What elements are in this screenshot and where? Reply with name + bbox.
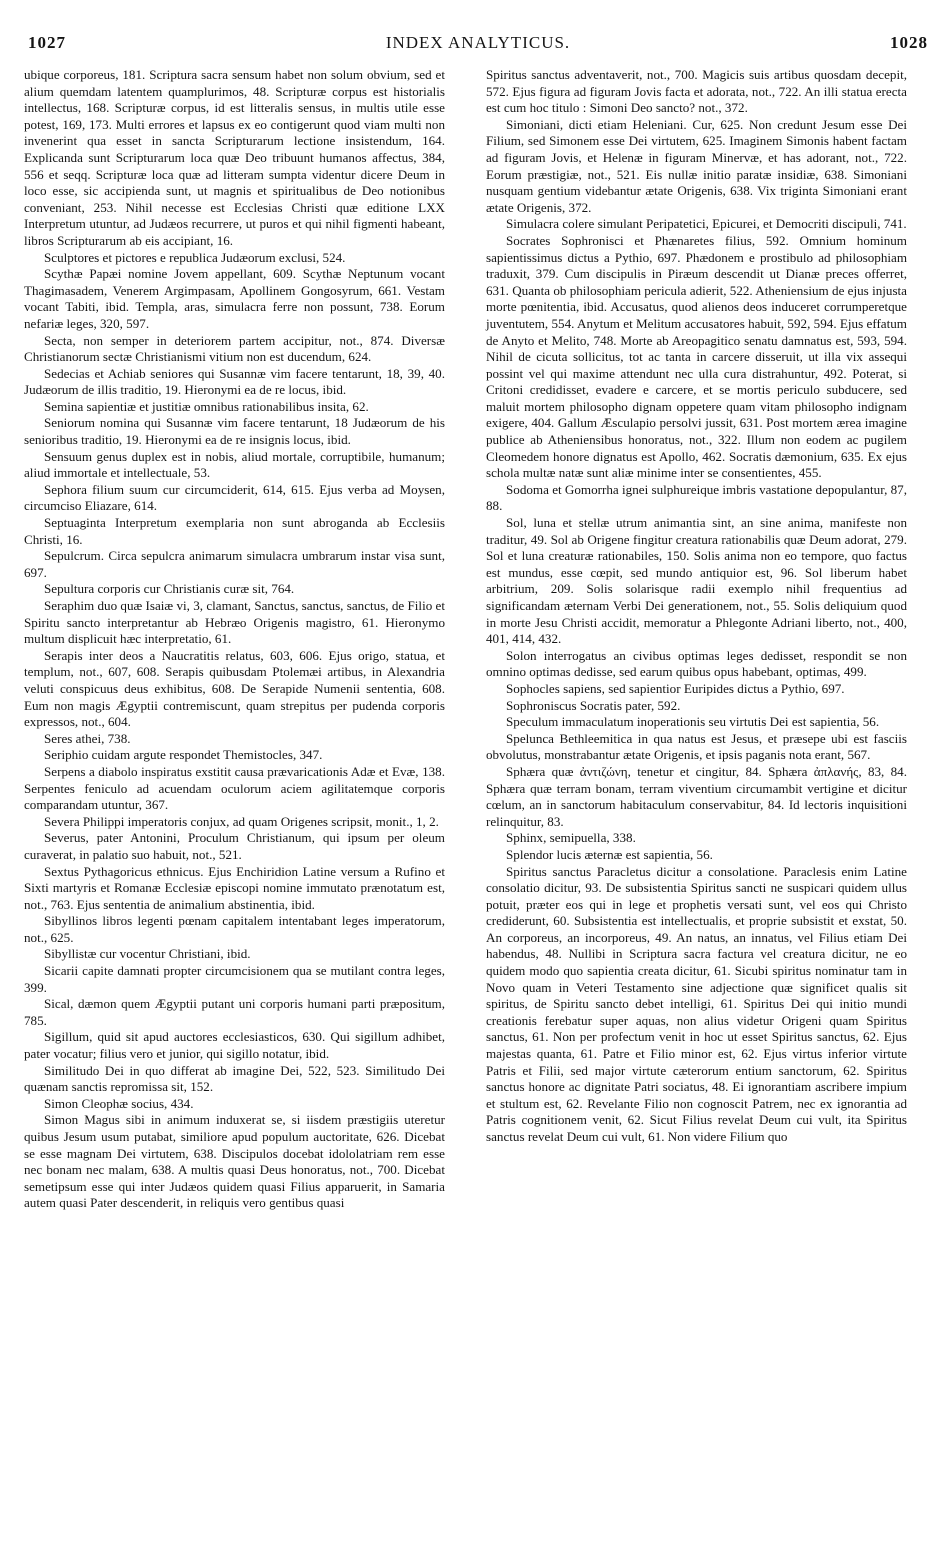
index-entry: Sibyllinos libros legenti pœnam capitalem intentabant leges imperatorum, not., 625. — [24, 913, 445, 945]
index-entry: Seriphio cuidam argute respondet Themistocles, 347. — [44, 747, 323, 763]
index-entry: Seniorum nomina qui Susannæ vim facere tentarunt, 18 Judæorum de his senioribus traditio, 19. Hieronymi ea de re insignis locus, ibid. — [24, 415, 445, 448]
index-entry: Simulacra colere simulant Peripatetici, Epicurei, et Democriti discipuli, 741. — [506, 216, 907, 232]
running-title: INDEX ANALYTICUS. — [385, 33, 571, 52]
index-entry: Sextus Pythagoricus ethnicus. Ejus Enchiridion Latine versum a Rufino et Sixti martyris et Romanæ Ecclesiæ episcopi nomine immutato prænotatum est, not., 763. Ejus sententia de animalium abstinentia, ibid. — [24, 863, 445, 912]
index-entry: Sicarii capite damnati propter circumcisionem qua se mutilant contra leges, 399. — [24, 963, 445, 995]
index-entry: Sibyllistæ cur vocentur Christiani, ibid. — [44, 946, 251, 962]
index-entry: Speculum immaculatum inoperationis seu virtutis Dei est sapientia, 56. — [506, 714, 880, 730]
index-entry: Sical, dæmon quem Ægyptii putant uni corporis humani parti præpositum, 785. — [24, 996, 445, 1028]
index-entry: Sol, luna et stellæ utrum animantia sint, an sine anima, manifeste non traditur, 49. Sol ab Origene fingitur creatura rationabilis quæ Deum adorat, 279. Sol et luna creaturæ rationabiles, 150. Solis anima non eo tempore, quo factus est mundus, esse cœpit, sed mundo antiquior est, 96. Sol liberum habet arbitrium, 209. Solis solarisque radii exemplo nihil frequentius ad significandam æternam Verbi Dei generationem, not., 55. Solis deliquium quod in morte Jesu Christi accidit, memoratur a Phlegonte Adriani liberto, not., 400, 401, 414, 432. — [486, 515, 907, 647]
index-entry: Simon Cleophæ socius, 434. — [44, 1095, 194, 1111]
index-entry: Spelunca Bethleemitica in qua natus est Jesus, et præsepe ubi est fasciis obvolutus, monstrabantur ætate Origenis, et ipsis paganis nota erant, 567. — [486, 730, 907, 763]
index-entry: Similitudo Dei in quo differat ab imagine Dei, 522, 523. Similitudo Dei quænam sanctis repromissa sit, 152. — [24, 1062, 445, 1095]
page-number-left: 1027 — [28, 33, 66, 52]
index-entry: Scythæ Papæi nomine Jovem appellant, 609. Scythæ Neptunum vocant Thagimasadem, Venerem Argimpasam, Apollinem Gongosyrum, 661. Vestam vocant Tabiti, ibid. Templa, aras, simulacra ferre non possunt, 738. Eorum nefariæ leges, 320, 597. — [24, 266, 445, 331]
index-entry: Sophocles sapiens, sed sapientior Euripides dictus a Pythio, 697. — [506, 680, 845, 696]
index-entry: Sephora filium suum cur circumciderit, 614, 615. Ejus verba ad Moysen, circumciso Eliazare, 614. — [24, 481, 445, 514]
index-entry: ubique corporeus, 181. Scriptura sacra sensum habet non solum obvium, sed et alium quemdam latentem quamplurimos, 48. Scripturæ corpus est historialis intellectus, 168. Scripturæ corpus, id est litteralis sensus, in multis utile esse potest, 169, 173. Multi errores et lapsus ex eo contigerunt quod viam multi non invenerint qua esset in sancta Scripturarum lectione insistendum, 164. Explicanda sunt Scripturarum loca quæ Deo tribuunt humanos affectus, 384, 556 et seqq. Scripturæ loca quæ ad litteram sumpta videntur dicere Deum in loco esse, sic accipienda sunt, ut magnis et spiritualibus de Deo notionibus conveniant, 253. Nihil necesse est Ecclesias Christi quæ editione LXX Interpretum utuntur, ad Judæos recurrere, ut puros et qui nihil figmenti habeant, libros Scripturarum ab eis accipiant, 16. — [24, 67, 445, 248]
index-entry: Socrates Sophronisci et Phænaretes filius, 592. Omnium hominum sapientissimus dictus a Pythio, 697. Phædonem e prostibulo ad philosophiam traduxit, 379. Cum discipulis in Piræum descendit ut Dianæ preces offerret, 631. Quanta ob philosophiam pericula adierit, 522. Atheniensium de ejus injusta morte pœnitentia, ibid. Accusatus, quod alienos deos induceret corrumperetque juventutem, 554. Anytum et Melitum accusatores habuit, 592, 594. Ejus effatum de Anyto et Melito, 748. Morte ab Areopagitico senatu damnatus est, 593, 594. Nihil de cicuta sollicitus, tot ac tanta in carcere disseruit, ut illa vix assequi possint vel qui maxime attendunt nec ulla cura distrahuntur, 492. Poterat, si Critoni credidisset, evadere e carcere, et se mortis periculo subducere, sed maluit mortem philosopho dignam oppetere quam vitam philosopho indignam exigere, 404. Gallum Æsculapio persolvi jussit, 631. Post mortem ærea imagine publice ab Atheniensibus honoratus, not., 322. Illum non eodem ac pugilem Cleomedem honore dignatus est Apollo, 462. Socratis dæmonium, 635. Ex ejus schola multæ natæ sunt aliæ minime inter se consentientes, 455. — [486, 232, 907, 481]
index-entry: Serapis inter deos a Naucratitis relatus, 603, 606. Ejus origo, statua, et templum, not., 607, 608. Serapis quibusdam Ptolemæi artibus, in Alexandria veluti conspicuus deus exhibitus, 608. De Serapide Numenii sententia, 608. Eum non magis Ægyptii contremiscunt, quam strepitus per pudenda corporis expressos, not., 604. — [24, 647, 445, 730]
page-number-right: 1028 — [890, 33, 928, 52]
index-entry: Spiritus sanctus adventaverit, not., 700. Magicis suis artibus quosdam decepit, 572. Ejus figura ad figuram Jovis facta et adorata, not., 722. An illi statua erecta est cum hoc titulo : Simoni Deo sancto? not., 372. — [486, 67, 907, 116]
index-entry: Sphinx, semipuella, 338. — [506, 830, 636, 846]
index-entry: Simoniani, dicti etiam Heleniani. Cur, 625. Non credunt Jesum esse Dei Filium, sed Simonem esse Dei virtutem, 625. Imaginem Simonis habent factam ad figuram Jovis, et Helenæ in figuram Minervæ, et has adorant, not., 722. Eorum præstigiæ, not., 521. Eis nullæ initio paratæ insidiæ, 638. Simoniani nusquam gentium videbantur ætate Origenis, 638. Vix triginta Simoniani erant ætate Origenis, 372. — [486, 116, 907, 215]
index-entry: Sophroniscus Socratis pater, 592. — [506, 697, 681, 713]
index-entry: Splendor lucis æternæ est sapientia, 56. — [506, 846, 713, 862]
index-entry: Semina sapientiæ et justitiæ omnibus rationabilibus insita, 62. — [44, 398, 369, 414]
index-entry: Sphæra quæ ἀντιζώνη, tenetur et cingitur, 84. Sphæra ἀπλανής, 83, 84. Sphæra quæ terram bonam, terram viventium circumambit vertigine et dicitur cœlum, an in sanctorum habitaculum conservabitur, 84. Id lectoris inquisitioni relinquitur, 83. — [486, 763, 907, 829]
index-entry: Simon Magus sibi in animum induxerat se, si iisdem præstigiis uteretur quibus Jesum usum putabat, similiore apud populum auctoritate, 626. Dicebat se esse magnam Dei virtutem, 638. Discipulos docebat idololatriam rem esse nec bonam nec malam, 638. A multis quasi Deus honoratus, not., 700. Dicebat semetipsum esse qui inter Judæos quidem quasi Filius apparuerit, in Samaria autem quasi Pater descenderit, in reliquis vero gentibus quasi — [24, 1112, 445, 1211]
index-entry: Sculptores et pictores e republica Judæorum exclusi, 524. — [44, 249, 346, 265]
index-entry: Sepulcrum. Circa sepulcra animarum simulacra umbrarum instar visa sunt, 697. — [24, 548, 445, 580]
index-column-left — [24, 67, 445, 1212]
index-entry: Severus, pater Antonini, Proculum Christianum, qui ipsum per oleum curaverat, in palatio suo habuit, not., 521. — [24, 830, 445, 862]
index-entry: Serpens a diabolo inspiratus exstitit causa prævaricationis Adæ et Evæ, 138. Serpentes feniculo ad acuendam oculorum aciem agilitatemque corporis comparandam utuntur, 367. — [24, 763, 445, 813]
index-entry: Sepultura corporis cur Christianis curæ sit, 764. — [44, 581, 295, 597]
index-column-right — [486, 67, 907, 1146]
index-entry: Seres athei, 738. — [44, 730, 131, 746]
index-entry: Spiritus sanctus Paracletus dicitur a consolatione. Paraclesis enim Latine consolatio dicitur, 93. De subsistentia Spiritus sancti ne suspicari quidem ullus potuit, præter eos qui in lege et prophetis versati sunt, vel eos qui Christo crediderunt, 60. Subsistentia est intellectualis, et proprie subsistit et exstat, 50. An corporeus, an incorporeus, 49. An natus, an innatus, vel Filius etiam Dei habendus, 48. Nullibi in Scriptura sacra factura vel creatura dicitur, ne eo quidem modo quo sapientia creata dicitur, 61. Sicubi spiritus nominatur tam in Novo quam in Veteri Testamento sine adjectione quæ significet qualis sit spiritus, de Spiritu sancto debet intelligi, 61. Spiritus Dei qui initio mundi creationis ferebatur super aquas, non alius videtur Origeni quam Spiritus sanctus, 61. Non per profectum venit in hoc ut esset Spiritus sanctus, 62. Ejus majestas quanta, 61. Patre et Filio minor est, 62. Ejus virtus inferior virtute Patris et Filii, sed major virtute cæterorum entium sanctorum, 62. Spiritus sanctus honore ac dignitate Patri sociatus, 48. Ei ignorantiam ascribere impium et stultum est, 62. Revelante Filio non cognoscit Patrem, nec ex ignorantia ad Patris cognitionem venit, 62. Sicut Filius revelat Deum cui vult, ita Spiritus sanctus revelat Deum cui vult, 61. Non videre Filium quo — [486, 863, 907, 1144]
index-entry: Severa Philippi imperatoris conjux, ad quam Origenes scripsit, monit., 1, 2. — [44, 813, 439, 829]
index-entry: Seraphim duo quæ Isaiæ vi, 3, clamant, Sanctus, sanctus, sanctus, de Filio et Spiritu sancto interpretantur ab Hebræo Origenis magistro, 61. Hieronymo multum displicuit hæc interpretatio, 61. — [24, 598, 445, 647]
index-entry: Septuaginta Interpretum exemplaria non sunt abroganda ab Ecclesiis Christi, 16. — [24, 515, 445, 547]
page-header — [28, 33, 928, 59]
index-entry: Sigillum, quid sit apud auctores ecclesiasticos, 630. Qui sigillum adhibet, pater vocatur; filius vero et junior, qui sigillo notatur, ibid. — [24, 1029, 445, 1062]
index-entry: Sodoma et Gomorrha ignei sulphureique imbris vastatione depopulantur, 87, 88. — [486, 481, 907, 514]
index-entry: Secta, non semper in deteriorem partem accipitur, not., 874. Diversæ Christianorum sectæ Christianismi vitium non est ducendum, 624. — [24, 332, 445, 365]
index-entry: Sensuum genus duplex est in nobis, aliud mortale, corruptibile, humanum; aliud immortale et intellectuale, 53. — [24, 448, 445, 481]
index-entry: Sedecias et Achiab seniores qui Susannæ vim facere tentarunt, 18, 39, 40. Judæorum de illis traditio, 19. Hieronymi ea de re locus, ibid. — [24, 365, 445, 398]
index-entry: Solon interrogatus an civibus optimas leges dedisset, respondit se non omnino optimas dedisse, sed earum quibus opus habebant, optimas, 499. — [486, 647, 907, 680]
